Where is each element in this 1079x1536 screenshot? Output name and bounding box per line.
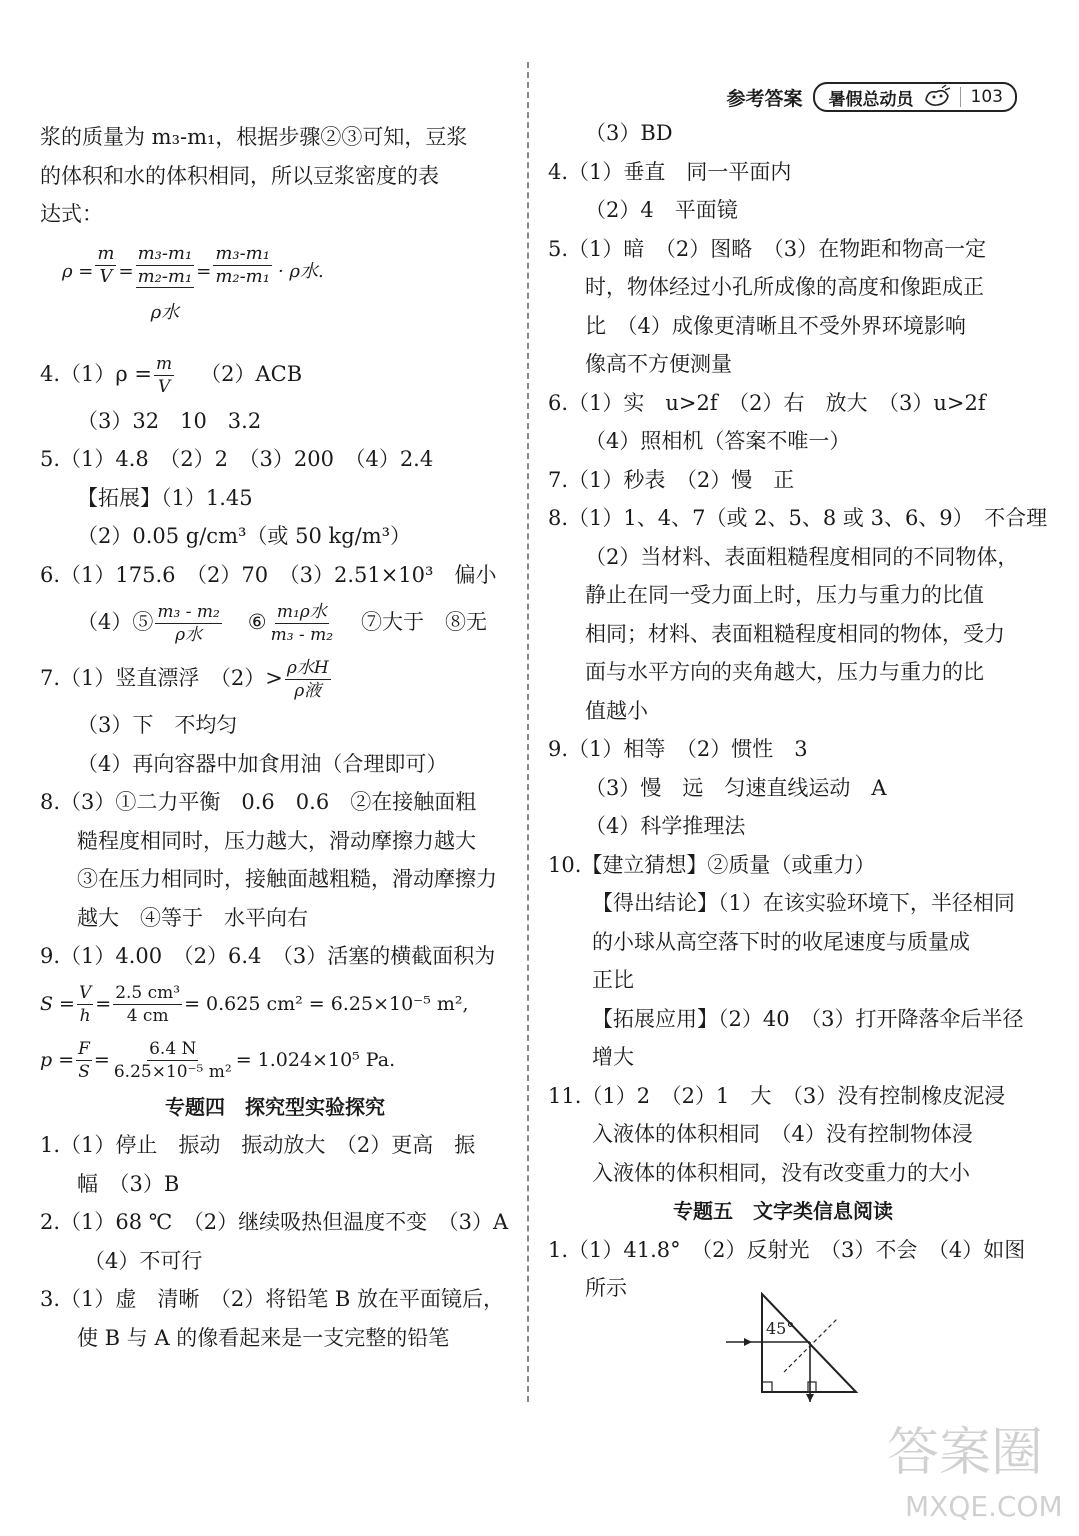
text-line: 【拓展应用】（2）40 （3）打开降落伞后半径 [592, 1006, 1024, 1031]
mascot-icon [922, 84, 952, 110]
fraction: $\frac{\text{m₃-m₁}}{\text{m₂-m₁}}$ [215, 242, 270, 287]
text-line: 入液体的体积相同，没有改变重力的大小 [592, 1160, 970, 1185]
text-line: （4）再向容器中加食用油（合理即可） [77, 751, 448, 776]
right-column [548, 114, 1048, 1308]
text-line: 8.（3）①二力平衡 0.6 0.6 ②在接触面粗 [40, 790, 477, 814]
text-line: 【得出结论】（1）在该实验环境下，半径相同 [592, 891, 1015, 915]
text-line: 6.（1）实 u>2f （2）右 放大 （3）u>2f [548, 390, 986, 415]
text-line: 的体积和水的体积相同，所以豆浆密度的表 [40, 163, 439, 188]
book-title: 暑假总动员 [828, 89, 914, 110]
text-line: 【拓展】（1）1.45 [77, 485, 253, 510]
text-line: 增大 [592, 1045, 634, 1069]
text-line: 1.（1）停止 振动 振动放大 （2）更高 振 [40, 1133, 476, 1157]
text-line: 相同；材料、表面粗糙程度相同的物体，受力 [585, 621, 1005, 646]
text-line: （2）4 平面镜 [585, 198, 738, 222]
text-line: 8.（1）1、4、7（或 2、5、8 或 3、6、9） 不合理 [548, 506, 1048, 530]
section-heading: 专题五 文字类信息阅读 [673, 1199, 893, 1223]
text-line: 比 （4）成像更清晰且不受外界环境影响 [585, 313, 966, 338]
text-line: （4）照相机（答案不唯一） [585, 429, 851, 453]
fraction: $\frac{\text{m₃ - m₂}}{\text{ρ水}}$ [157, 602, 220, 645]
text-line: 11.（1）2 （2）1 大 （3）没有控制橡皮泥浸 [548, 1083, 1006, 1108]
page-number: 103 [960, 87, 1003, 107]
left-column [40, 118, 510, 1357]
text-line: （3）慢 远 匀速直线运动 A [585, 775, 887, 800]
text-line: 静止在同一受力面上时，压力与重力的比值 [585, 583, 984, 607]
text-line: 9.（1）4.00 （2）6.4 （3）活塞的横截面积为 [40, 944, 496, 968]
text-line: （3）32 10 3.2 [77, 408, 262, 433]
text-line: 2.（1）68 ℃ （2）继续吸热但温度不变 （3）A [40, 1210, 509, 1234]
fraction: $\frac{6.4 N}{\text{6.25×10⁻⁵ m²}}$ [113, 1039, 232, 1082]
text-line: 正比 [592, 968, 634, 992]
column-divider [527, 62, 529, 1402]
text-line: 像高不方便测量 [585, 352, 732, 376]
answer-line: （4）⑤ $\frac{\text{m₃ - m₂}}{\text{ρ水}}$ ⑥ $\frac{\text{m₁ρ水}}{\text{m₃ - m₂}}$ ⑦大于 ⑧无 [77, 602, 488, 645]
text-line: 面与水平方向的夹角越大，压力与重力的比 [585, 660, 984, 684]
text-line: 越大 ④等于 水平向右 [77, 905, 308, 930]
fraction: $\frac{m}{V}$ [156, 353, 173, 397]
text-line: （3）下 不均匀 [77, 713, 238, 737]
fraction: $\frac{m}{V}$ [97, 242, 115, 287]
text-line: （4）不可行 [84, 1248, 203, 1273]
formula-lhs: ρ = [62, 260, 94, 282]
pressure-formula: p = $\frac{F}{S}$ = $\frac{6.4 N}{\text{6.25×10⁻⁵ m²}}$ = 1.024×10⁵ Pa. [40, 1039, 396, 1082]
arrow-icon [744, 1338, 752, 1346]
text-line: （2）0.05 g/cm³（或 50 kg/m³） [77, 524, 412, 548]
page-header [727, 80, 1017, 114]
text-line: 值越小 [585, 698, 648, 723]
text-line: 9.（1）相等 （2）惯性 3 [548, 737, 808, 761]
watermark-logo [877, 1408, 1067, 1528]
text-line: （2）当材料、表面粗糙程度相同的不同物体， [585, 544, 1019, 569]
text-line: 4.（1）垂直 同一平面内 [548, 159, 792, 184]
prism-triangle [762, 1294, 856, 1392]
section-heading: 专题四 探究型实验探究 [165, 1094, 385, 1119]
answer-line: 4.（1）ρ = $\frac{m}{V}$ （2）ACB [40, 353, 303, 397]
text-line: 达式： [40, 202, 103, 226]
text-line: ③在压力相同时，接触面越粗糙，滑动摩擦力 [77, 867, 497, 891]
book-title-pill [813, 82, 1017, 112]
fraction: $\frac{V}{h}$ [78, 983, 92, 1026]
text-line: 时，物体经过小孔所成像的高度和像距成正 [585, 275, 984, 299]
text-line: 所示 [585, 1276, 627, 1300]
text-line: 5.（1）暗 （2）图略 （3）在物距和物高一定 [548, 236, 987, 261]
text-line: 1.（1）41.8° （2）反射光 （3）不会 （4）如图 [548, 1237, 1026, 1262]
text-line: 浆的质量为 m₃-m₁，根据步骤②③可知，豆浆 [40, 125, 468, 149]
text-line: 7.（1）秒表 （2）慢 正 [548, 467, 795, 492]
text-line: （4）科学推理法 [585, 814, 746, 838]
angle-label: 45° [766, 1319, 795, 1338]
fraction: $\frac{\text{ρ水H}}{\text{ρ液}}$ [286, 658, 329, 701]
arrow-icon [806, 1394, 814, 1402]
text-line: （3）BD [585, 121, 673, 145]
text-line: 幅 （3）B [77, 1171, 180, 1196]
text-line: 使 B 与 A 的像看起来是一支完整的铅笔 [77, 1325, 450, 1350]
text-line: 5.（1）4.8 （2）2 （3）200 （4）2.4 [40, 447, 434, 471]
text-line: 3.（1）虚 清晰 （2）将铅笔 B 放在平面镜后， [40, 1287, 505, 1311]
right-angle-mark [762, 1382, 772, 1392]
fraction: $\frac{F}{S}$ [78, 1039, 90, 1082]
text-line: 的小球从高空落下时的收尾速度与质量成 [592, 929, 970, 954]
svg-text:MXQE.COM: MXQE.COM [905, 1490, 1063, 1523]
fraction: $\frac{\text{2.5 cm³}}{4 cm}$ [115, 983, 181, 1026]
answer-line: 7.（1）竖直漂浮 （2）> $\frac{\text{ρ水H}}{\text{ρ液}}$ [40, 658, 329, 701]
fraction: $\frac{\text{m₁ρ水}}{\text{m₃ - m₂}}$ [270, 602, 334, 645]
density-formula: ρ = $\frac{m}{V}$ = m₃-m₁ m₂-m₁ ρ水 = $\frac{\text{m₃-m₁}}{\text{m₂-m₁}}$ · ρ水. [62, 242, 324, 323]
answer-label: 参考答案 [726, 87, 803, 110]
prism-reflection-diagram [722, 1292, 872, 1402]
svg-text:答案圈: 答案圈 [887, 1423, 1044, 1483]
text-line: 10.【建立猜想】②质量（或重力） [548, 852, 876, 877]
area-formula: S = $\frac{V}{h}$ = $\frac{\text{2.5 cm³}}{4 cm}$ = 0.625 cm² = 6.25×10⁻⁵ m², [40, 983, 469, 1026]
text-line: 6.（1）175.6 （2）70 （3）2.51×10³ 偏小 [40, 562, 497, 587]
text-line: 糙程度相同时，压力越大，滑动摩擦力越大 [77, 828, 476, 853]
fraction: m₃-m₁ m₂-m₁ ρ水 [137, 242, 193, 323]
text-line: 入液体的体积相同 （4）没有控制物体浸 [592, 1122, 973, 1146]
